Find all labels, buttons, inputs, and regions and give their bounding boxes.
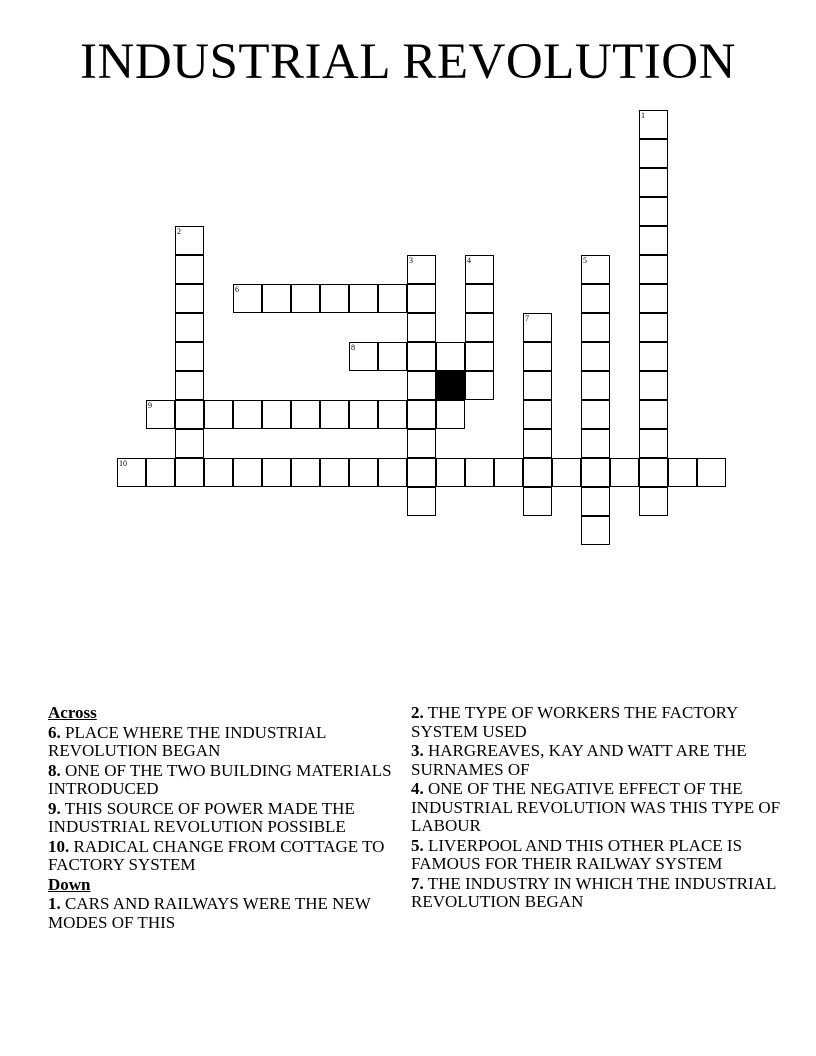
clue-text: THE TYPE OF WORKERS THE FACTORY SYSTEM USED	[411, 703, 738, 741]
clue-number-label: 4	[467, 256, 471, 265]
clue-number: 4.	[411, 779, 424, 798]
grid-cell[interactable]	[668, 458, 697, 487]
grid-cell[interactable]	[465, 371, 494, 400]
clues-left-column	[48, 703, 398, 932]
grid-cell[interactable]	[494, 458, 523, 487]
grid-cell[interactable]	[175, 429, 204, 458]
grid-cell[interactable]	[436, 458, 465, 487]
grid-cell[interactable]	[378, 342, 407, 371]
grid-cell[interactable]	[639, 342, 668, 371]
grid-cell[interactable]	[581, 400, 610, 429]
grid-cell[interactable]	[349, 458, 378, 487]
clue-down-2	[411, 704, 781, 741]
grid-cell[interactable]	[349, 400, 378, 429]
grid-cell[interactable]	[581, 516, 610, 545]
clue-across-9	[48, 800, 398, 837]
grid-cell[interactable]	[581, 313, 610, 342]
clue-text: LIVERPOOL AND THIS OTHER PLACE IS FAMOUS FOR THEIR RAILWAY SYSTEM	[411, 835, 743, 873]
clue-down-5	[411, 837, 781, 874]
clue-number-label: 9	[148, 401, 152, 410]
grid-cell[interactable]	[320, 400, 349, 429]
grid-cell[interactable]	[639, 255, 668, 284]
grid-cell[interactable]	[639, 226, 668, 255]
grid-cell[interactable]	[407, 313, 436, 342]
grid-cell[interactable]	[639, 139, 668, 168]
grid-cell[interactable]	[639, 168, 668, 197]
down-heading: Down	[48, 874, 91, 894]
grid-cell[interactable]	[262, 458, 291, 487]
grid-block-cell	[436, 371, 465, 400]
grid-cell[interactable]	[436, 342, 465, 371]
clue-text: THIS SOURCE OF POWER MADE THE INDUSTRIAL REVOLUTION POSSIBLE	[48, 798, 355, 836]
clue-number-label: 5	[583, 256, 587, 265]
clue-down-3	[411, 742, 781, 779]
clue-number-label: 2	[177, 227, 181, 236]
clue-number: 3.	[411, 741, 424, 760]
grid-cell[interactable]	[291, 400, 320, 429]
grid-cell[interactable]	[233, 284, 262, 313]
clue-text: ONE OF THE NEGATIVE EFFECT OF THE INDUSTRIAL REVOLUTION WAS THIS TYPE OF LABOUR	[411, 779, 781, 835]
clue-number-label: 3	[409, 256, 413, 265]
grid-cell[interactable]	[204, 400, 233, 429]
clue-number: 9.	[48, 798, 61, 818]
clue-down-1	[48, 895, 398, 932]
grid-cell[interactable]	[697, 458, 726, 487]
grid-cell[interactable]	[523, 429, 552, 458]
grid-cell[interactable]	[291, 284, 320, 313]
across-heading: Across	[48, 703, 97, 722]
grid-cell[interactable]	[320, 458, 349, 487]
clue-number: 7.	[411, 873, 424, 893]
grid-cell[interactable]	[175, 400, 204, 429]
grid-cell[interactable]	[639, 313, 668, 342]
grid-cell[interactable]	[523, 400, 552, 429]
clue-down-4	[411, 780, 781, 836]
clue-number-label: 6	[235, 285, 239, 294]
grid-cell[interactable]	[581, 284, 610, 313]
grid-cell[interactable]	[175, 284, 204, 313]
clue-number: 10.	[48, 836, 70, 856]
grid-cell[interactable]	[407, 371, 436, 400]
grid-cell[interactable]	[175, 458, 204, 487]
grid-cell[interactable]	[233, 400, 262, 429]
clue-text: THE INDUSTRY IN WHICH THE INDUSTRIAL REVOLUTION BEGAN	[411, 873, 776, 911]
grid-cell[interactable]	[175, 255, 204, 284]
grid-cell[interactable]	[465, 342, 494, 371]
grid-cell[interactable]	[465, 255, 494, 284]
grid-cell[interactable]	[639, 458, 668, 487]
grid-cell[interactable]	[581, 429, 610, 458]
grid-cell[interactable]	[175, 313, 204, 342]
grid-cell[interactable]	[552, 458, 581, 487]
grid-cell[interactable]	[639, 487, 668, 516]
grid-cell[interactable]	[175, 226, 204, 255]
clue-across-10	[48, 838, 398, 875]
grid-cell[interactable]	[378, 284, 407, 313]
grid-cell[interactable]	[204, 458, 233, 487]
grid-cell[interactable]	[320, 284, 349, 313]
puzzle-title: INDUSTRIAL REVOLUTION	[80, 34, 736, 90]
grid-cell[interactable]	[523, 458, 552, 487]
clue-across-6	[48, 724, 398, 761]
clue-number-label: 1	[641, 111, 645, 120]
grid-cell[interactable]	[581, 458, 610, 487]
clue-text: ONE OF THE TWO BUILDING MATERIALS INTRODUCED	[48, 760, 392, 798]
clue-text: PLACE WHERE THE INDUSTRIAL REVOLUTION BEGAN	[48, 722, 326, 760]
grid-cell[interactable]	[465, 313, 494, 342]
clue-number-label: 8	[351, 343, 355, 352]
clue-number: 2.	[411, 703, 424, 722]
clue-number-label: 7	[525, 314, 529, 323]
clue-across-8	[48, 762, 398, 799]
grid-cell[interactable]	[175, 342, 204, 371]
grid-cell[interactable]	[581, 255, 610, 284]
grid-cell[interactable]	[523, 371, 552, 400]
clue-number: 8.	[48, 760, 61, 780]
grid-cell[interactable]	[639, 371, 668, 400]
grid-cell[interactable]	[407, 284, 436, 313]
grid-cell[interactable]	[407, 458, 436, 487]
grid-cell[interactable]	[262, 400, 291, 429]
grid-cell[interactable]	[581, 487, 610, 516]
grid-cell[interactable]	[523, 313, 552, 342]
grid-cell[interactable]	[175, 371, 204, 400]
grid-cell[interactable]	[349, 342, 378, 371]
clue-number: 6.	[48, 722, 61, 742]
grid-cell[interactable]	[407, 342, 436, 371]
grid-cell[interactable]	[581, 371, 610, 400]
grid-cell[interactable]	[233, 458, 262, 487]
grid-cell[interactable]	[465, 284, 494, 313]
clue-number-label: 10	[119, 459, 127, 468]
grid-cell[interactable]	[523, 342, 552, 371]
grid-cell[interactable]	[639, 197, 668, 226]
clue-number: 1.	[48, 894, 61, 913]
grid-cell[interactable]	[639, 284, 668, 313]
grid-cell[interactable]	[407, 400, 436, 429]
grid-cell[interactable]	[146, 400, 175, 429]
clue-text: CARS AND RAILWAYS WERE THE NEW MODES OF THIS	[48, 894, 371, 932]
clues-right-column	[411, 703, 781, 912]
grid-cell[interactable]	[146, 458, 175, 487]
grid-cell[interactable]	[465, 458, 494, 487]
grid-cell[interactable]	[407, 487, 436, 516]
clue-number: 5.	[411, 835, 424, 855]
clue-text: RADICAL CHANGE FROM COTTAGE TO FACTORY SYSTEM	[48, 836, 385, 874]
grid-cell[interactable]	[523, 487, 552, 516]
grid-cell[interactable]	[349, 284, 378, 313]
grid-cell[interactable]	[117, 458, 146, 487]
grid-cell[interactable]	[407, 255, 436, 284]
grid-cell[interactable]	[262, 284, 291, 313]
grid-cell[interactable]	[436, 400, 465, 429]
clue-down-7	[411, 875, 781, 912]
clue-text: HARGREAVES, KAY AND WATT ARE THE SURNAMES OF	[411, 741, 747, 779]
grid-cell[interactable]	[610, 458, 639, 487]
grid-cell[interactable]	[639, 110, 668, 139]
grid-cell[interactable]	[378, 400, 407, 429]
grid-cell[interactable]	[639, 400, 668, 429]
grid-cell[interactable]	[378, 458, 407, 487]
grid-cell[interactable]	[291, 458, 320, 487]
grid-cell[interactable]	[407, 429, 436, 458]
grid-cell[interactable]	[581, 342, 610, 371]
grid-cell[interactable]	[639, 429, 668, 458]
